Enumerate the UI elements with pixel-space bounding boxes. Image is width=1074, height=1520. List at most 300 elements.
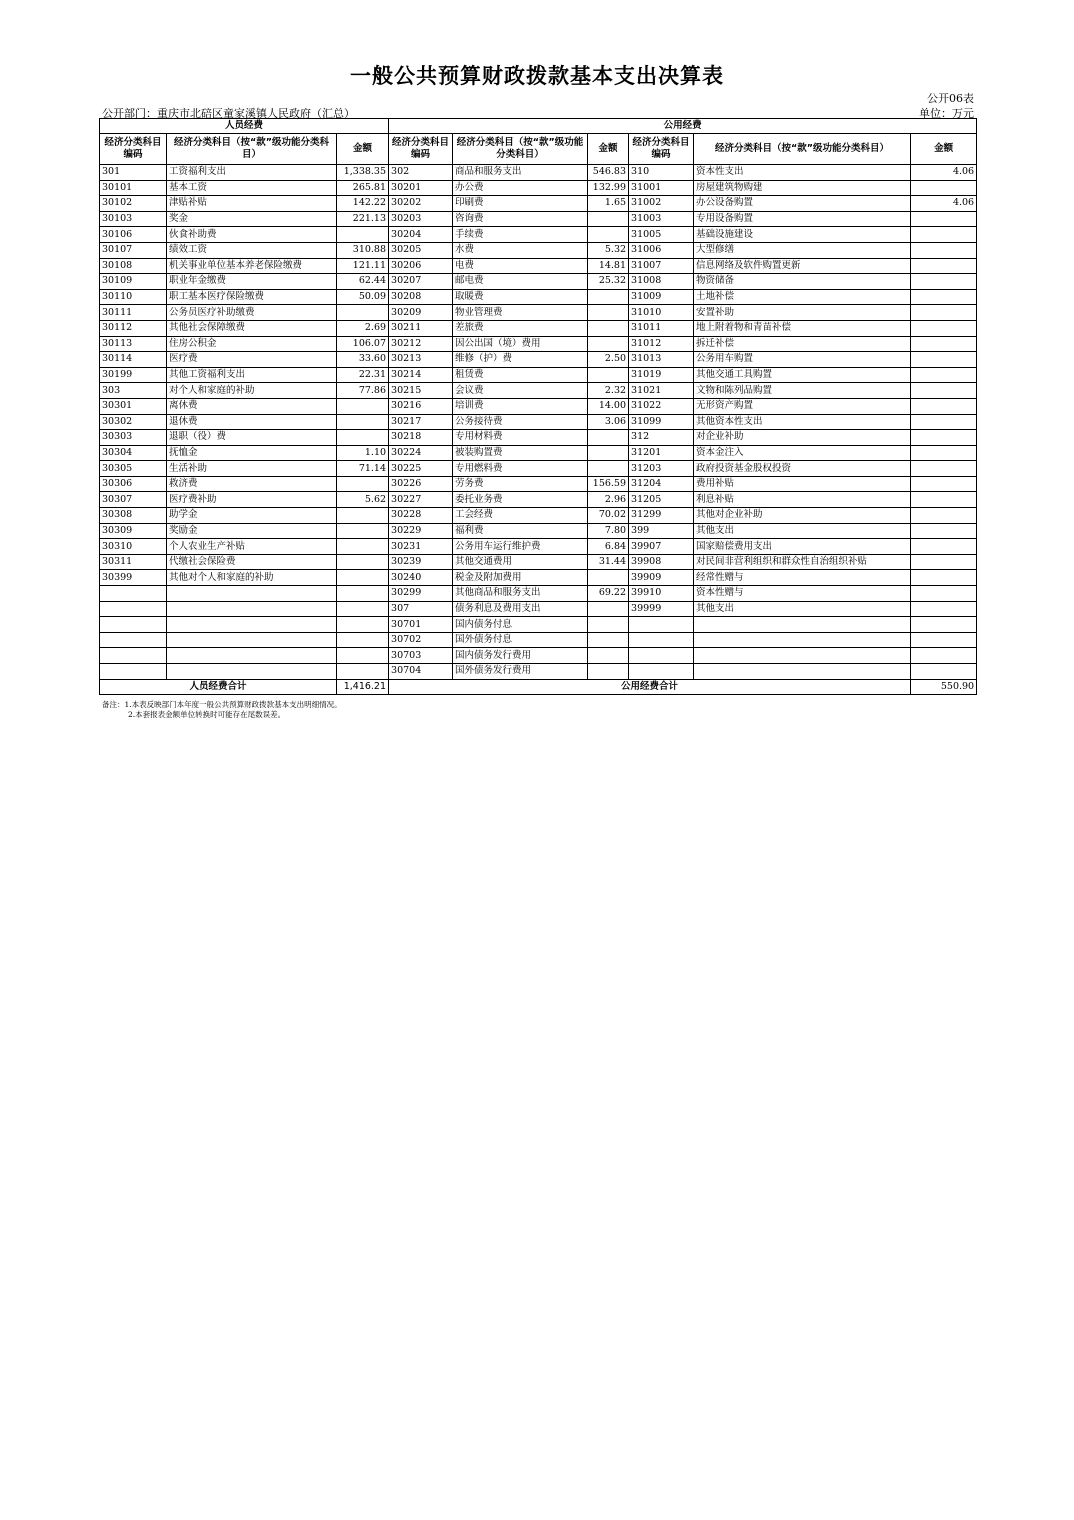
cell-code: 31006 <box>629 242 694 258</box>
table-row <box>100 617 977 633</box>
table-row <box>100 165 977 181</box>
cell-amount: 106.07 <box>337 336 389 352</box>
cell-code: 30309 <box>100 523 167 539</box>
cell-name: 培训费 <box>453 398 588 414</box>
cell-amount: 31.44 <box>588 554 629 570</box>
cell-code: 30229 <box>389 523 453 539</box>
cell-name: 办公设备购置 <box>694 196 911 212</box>
cell-name: 债务利息及费用支出 <box>453 601 588 617</box>
cell-name: 奖金 <box>167 211 337 227</box>
cell-code: 31010 <box>629 305 694 321</box>
column-header-amount: 金额 <box>337 134 389 165</box>
cell-amount <box>588 601 629 617</box>
cell-amount: 14.00 <box>588 398 629 414</box>
personnel-total-label: 人员经费合计 <box>100 679 337 694</box>
cell-name <box>694 664 911 680</box>
cell-code: 30108 <box>100 258 167 274</box>
cell-code: 30311 <box>100 554 167 570</box>
cell-code: 30103 <box>100 211 167 227</box>
cell-code: 31002 <box>629 196 694 212</box>
footnotes <box>102 700 342 720</box>
cell-name: 离休费 <box>167 398 337 414</box>
cell-name: 住房公积金 <box>167 336 337 352</box>
cell-code: 30203 <box>389 211 453 227</box>
cell-amount: 6.84 <box>588 539 629 555</box>
cell-name: 利息补贴 <box>694 492 911 508</box>
table-row <box>100 648 977 664</box>
column-header-amount: 金额 <box>588 134 629 165</box>
cell-name: 代缴社会保险费 <box>167 554 337 570</box>
cell-name: 对企业补助 <box>694 430 911 446</box>
cell-code: 30111 <box>100 305 167 321</box>
cell-amount: 71.14 <box>337 461 389 477</box>
table-row <box>100 554 977 570</box>
table-row <box>100 632 977 648</box>
cell-code: 30110 <box>100 289 167 305</box>
cell-name: 奖励金 <box>167 523 337 539</box>
cell-code: 31019 <box>629 367 694 383</box>
cell-name: 其他商品和服务支出 <box>453 586 588 602</box>
cell-code: 30202 <box>389 196 453 212</box>
column-header-name: 经济分类科目（按“款”级功能分类科目） <box>167 134 337 165</box>
cell-code: 30109 <box>100 274 167 290</box>
cell-code: 30225 <box>389 461 453 477</box>
cell-amount <box>337 648 389 664</box>
cell-code: 30299 <box>389 586 453 602</box>
cell-amount <box>911 336 977 352</box>
cell-amount <box>911 367 977 383</box>
cell-name: 医疗费补助 <box>167 492 337 508</box>
table-row <box>100 305 977 321</box>
cell-amount: 156.59 <box>588 476 629 492</box>
cell-name: 会议费 <box>453 383 588 399</box>
cell-amount <box>588 367 629 383</box>
cell-amount <box>588 617 629 633</box>
cell-name: 被装购置费 <box>453 445 588 461</box>
cell-amount: 1.65 <box>588 196 629 212</box>
cell-name: 物资储备 <box>694 274 911 290</box>
cell-code <box>100 617 167 633</box>
cell-amount: 5.62 <box>337 492 389 508</box>
expenditure-table <box>99 118 977 695</box>
cell-code: 31204 <box>629 476 694 492</box>
page-title: 一般公共预算财政拨款基本支出决算表 <box>350 63 724 88</box>
cell-name: 土地补偿 <box>694 289 911 305</box>
cell-name: 资本性赠与 <box>694 586 911 602</box>
cell-amount: 62.44 <box>337 274 389 290</box>
cell-amount <box>911 227 977 243</box>
cell-amount: 4.06 <box>911 196 977 212</box>
cell-name: 国外债务发行费用 <box>453 664 588 680</box>
cell-code <box>100 601 167 617</box>
cell-amount <box>588 289 629 305</box>
cell-code: 30228 <box>389 508 453 524</box>
cell-code: 30101 <box>100 180 167 196</box>
cell-code: 31013 <box>629 352 694 368</box>
cell-amount: 14.81 <box>588 258 629 274</box>
cell-amount: 69.22 <box>588 586 629 602</box>
table-row <box>100 196 977 212</box>
cell-code: 30305 <box>100 461 167 477</box>
cell-name: 资本性支出 <box>694 165 911 181</box>
cell-amount <box>588 570 629 586</box>
cell-code: 31005 <box>629 227 694 243</box>
cell-amount: 33.60 <box>337 352 389 368</box>
cell-code: 39910 <box>629 586 694 602</box>
cell-amount <box>911 648 977 664</box>
cell-amount <box>911 274 977 290</box>
cell-name: 安置补助 <box>694 305 911 321</box>
cell-name: 国内债务付息 <box>453 617 588 633</box>
cell-amount <box>911 211 977 227</box>
cell-name: 经常性赠与 <box>694 570 911 586</box>
cell-name: 公务用车运行维护费 <box>453 539 588 555</box>
cell-code: 30217 <box>389 414 453 430</box>
cell-amount <box>588 445 629 461</box>
cell-name <box>694 648 911 664</box>
public-section-header: 公用经费 <box>389 119 977 134</box>
column-header-code: 经济分类科目编码 <box>389 134 453 165</box>
cell-code: 310 <box>629 165 694 181</box>
cell-name: 劳务费 <box>453 476 588 492</box>
column-header-code: 经济分类科目编码 <box>100 134 167 165</box>
cell-code <box>629 617 694 633</box>
department-label: 公开部门：重庆市北碚区童家溪镇人民政府（汇总） <box>102 107 355 120</box>
cell-amount <box>911 664 977 680</box>
cell-name: 取暖费 <box>453 289 588 305</box>
cell-code: 30306 <box>100 476 167 492</box>
cell-amount <box>337 539 389 555</box>
cell-amount <box>588 227 629 243</box>
table-row <box>100 430 977 446</box>
form-code: 公开06表 <box>927 92 974 105</box>
cell-name <box>167 601 337 617</box>
cell-amount: 1,338.35 <box>337 165 389 181</box>
cell-name: 因公出国（境）费用 <box>453 336 588 352</box>
table-row <box>100 274 977 290</box>
cell-code <box>629 648 694 664</box>
table-row <box>100 398 977 414</box>
cell-amount <box>911 414 977 430</box>
cell-code: 31022 <box>629 398 694 414</box>
cell-amount <box>911 258 977 274</box>
table-row <box>100 414 977 430</box>
cell-code: 30204 <box>389 227 453 243</box>
cell-code: 302 <box>389 165 453 181</box>
cell-name: 差旅费 <box>453 320 588 336</box>
public-total-amount: 550.90 <box>911 679 977 694</box>
cell-code: 31003 <box>629 211 694 227</box>
cell-amount <box>911 242 977 258</box>
cell-name: 税金及附加费用 <box>453 570 588 586</box>
cell-code: 30213 <box>389 352 453 368</box>
table-row <box>100 383 977 399</box>
table-row <box>100 523 977 539</box>
cell-amount <box>911 476 977 492</box>
table-row <box>100 664 977 680</box>
table-row <box>100 227 977 243</box>
cell-code: 30231 <box>389 539 453 555</box>
cell-amount: 50.09 <box>337 289 389 305</box>
cell-amount <box>911 445 977 461</box>
cell-name: 维修（护）费 <box>453 352 588 368</box>
cell-amount <box>911 461 977 477</box>
cell-amount <box>588 305 629 321</box>
cell-name: 个人农业生产补贴 <box>167 539 337 555</box>
cell-amount <box>911 352 977 368</box>
cell-amount <box>337 476 389 492</box>
cell-name <box>167 617 337 633</box>
cell-amount <box>588 632 629 648</box>
cell-amount <box>588 461 629 477</box>
cell-code: 30302 <box>100 414 167 430</box>
cell-code <box>100 664 167 680</box>
cell-name: 费用补贴 <box>694 476 911 492</box>
cell-name: 职业年金缴费 <box>167 274 337 290</box>
cell-name: 邮电费 <box>453 274 588 290</box>
cell-amount <box>588 648 629 664</box>
cell-code: 30201 <box>389 180 453 196</box>
cell-code: 30240 <box>389 570 453 586</box>
column-header-row <box>100 134 977 165</box>
totals-row <box>100 679 977 694</box>
cell-name: 职工基本医疗保险缴费 <box>167 289 337 305</box>
cell-amount <box>337 227 389 243</box>
cell-code: 31008 <box>629 274 694 290</box>
cell-name: 公务接待费 <box>453 414 588 430</box>
cell-name: 其他工资福利支出 <box>167 367 337 383</box>
cell-name: 国家赔偿费用支出 <box>694 539 911 555</box>
cell-amount <box>337 617 389 633</box>
table-row <box>100 352 977 368</box>
cell-amount <box>337 586 389 602</box>
cell-name <box>167 648 337 664</box>
cell-amount: 5.32 <box>588 242 629 258</box>
cell-code: 30211 <box>389 320 453 336</box>
cell-amount: 25.32 <box>588 274 629 290</box>
cell-code: 30106 <box>100 227 167 243</box>
cell-code: 30701 <box>389 617 453 633</box>
cell-code: 30308 <box>100 508 167 524</box>
cell-amount <box>337 430 389 446</box>
table-row <box>100 586 977 602</box>
cell-amount <box>337 508 389 524</box>
cell-name: 其他交通费用 <box>453 554 588 570</box>
cell-code: 301 <box>100 165 167 181</box>
cell-code: 312 <box>629 430 694 446</box>
table-row <box>100 289 977 305</box>
cell-name: 商品和服务支出 <box>453 165 588 181</box>
cell-code: 39908 <box>629 554 694 570</box>
cell-amount <box>337 398 389 414</box>
table-row <box>100 180 977 196</box>
cell-name: 物业管理费 <box>453 305 588 321</box>
cell-code: 30227 <box>389 492 453 508</box>
cell-code: 30310 <box>100 539 167 555</box>
cell-code: 30304 <box>100 445 167 461</box>
cell-amount <box>337 601 389 617</box>
cell-name: 资本金注入 <box>694 445 911 461</box>
cell-amount: 70.02 <box>588 508 629 524</box>
unit-label: 单位：万元 <box>919 107 974 120</box>
cell-code: 31203 <box>629 461 694 477</box>
cell-amount <box>337 414 389 430</box>
cell-name: 租赁费 <box>453 367 588 383</box>
cell-amount <box>911 508 977 524</box>
cell-name: 公务用车购置 <box>694 352 911 368</box>
cell-name <box>167 632 337 648</box>
column-header-name: 经济分类科目（按“款”级功能分类科目） <box>694 134 911 165</box>
cell-amount <box>911 570 977 586</box>
cell-code: 39909 <box>629 570 694 586</box>
cell-amount: 121.11 <box>337 258 389 274</box>
table-row <box>100 445 977 461</box>
table-row <box>100 570 977 586</box>
cell-code: 30303 <box>100 430 167 446</box>
cell-code: 31007 <box>629 258 694 274</box>
table-row <box>100 336 977 352</box>
cell-name: 公务员医疗补助缴费 <box>167 305 337 321</box>
cell-code: 30112 <box>100 320 167 336</box>
table-row <box>100 242 977 258</box>
cell-code: 30114 <box>100 352 167 368</box>
cell-code: 31021 <box>629 383 694 399</box>
cell-amount <box>911 383 977 399</box>
cell-name: 文物和陈列品购置 <box>694 383 911 399</box>
cell-name: 水费 <box>453 242 588 258</box>
cell-code: 30212 <box>389 336 453 352</box>
cell-amount <box>911 398 977 414</box>
cell-code: 30399 <box>100 570 167 586</box>
cell-code: 30199 <box>100 367 167 383</box>
cell-name: 国外债务付息 <box>453 632 588 648</box>
cell-name: 咨询费 <box>453 211 588 227</box>
cell-code: 31011 <box>629 320 694 336</box>
cell-amount: 2.32 <box>588 383 629 399</box>
cell-code: 30704 <box>389 664 453 680</box>
table-row <box>100 539 977 555</box>
cell-amount <box>911 523 977 539</box>
cell-name: 专用设备购置 <box>694 211 911 227</box>
cell-name <box>167 664 337 680</box>
cell-name: 基本工资 <box>167 180 337 196</box>
cell-name <box>694 617 911 633</box>
cell-code: 30209 <box>389 305 453 321</box>
cell-code: 30102 <box>100 196 167 212</box>
cell-amount <box>588 336 629 352</box>
cell-code: 31012 <box>629 336 694 352</box>
cell-code: 30226 <box>389 476 453 492</box>
cell-name: 拆迁补偿 <box>694 336 911 352</box>
cell-code: 30214 <box>389 367 453 383</box>
cell-code: 31299 <box>629 508 694 524</box>
column-header-name: 经济分类科目（按“款”级功能分类科目） <box>453 134 588 165</box>
cell-name: 国内债务发行费用 <box>453 648 588 664</box>
cell-amount <box>911 539 977 555</box>
cell-code <box>629 632 694 648</box>
cell-amount <box>911 601 977 617</box>
cell-name: 其他交通工具购置 <box>694 367 911 383</box>
personnel-total-amount: 1,416.21 <box>337 679 389 694</box>
table-row <box>100 461 977 477</box>
cell-code: 31205 <box>629 492 694 508</box>
cell-amount: 310.88 <box>337 242 389 258</box>
cell-code: 30239 <box>389 554 453 570</box>
table-row <box>100 320 977 336</box>
cell-amount <box>337 570 389 586</box>
cell-code: 31099 <box>629 414 694 430</box>
cell-amount <box>911 305 977 321</box>
cell-amount <box>911 586 977 602</box>
section-header-row <box>100 119 977 134</box>
cell-amount <box>588 430 629 446</box>
cell-name: 其他支出 <box>694 601 911 617</box>
table-row <box>100 601 977 617</box>
cell-name <box>694 632 911 648</box>
cell-code: 30205 <box>389 242 453 258</box>
cell-code <box>100 648 167 664</box>
cell-name: 工会经费 <box>453 508 588 524</box>
cell-name: 信息网络及软件购置更新 <box>694 258 911 274</box>
cell-amount: 3.06 <box>588 414 629 430</box>
cell-amount <box>911 632 977 648</box>
cell-amount: 132.99 <box>588 180 629 196</box>
cell-code: 30702 <box>389 632 453 648</box>
cell-code: 39999 <box>629 601 694 617</box>
cell-amount: 546.83 <box>588 165 629 181</box>
cell-code: 30107 <box>100 242 167 258</box>
cell-amount <box>337 554 389 570</box>
cell-name: 地上附着物和青苗补偿 <box>694 320 911 336</box>
cell-name: 退休费 <box>167 414 337 430</box>
cell-name: 其他支出 <box>694 523 911 539</box>
cell-name: 助学金 <box>167 508 337 524</box>
cell-code: 30206 <box>389 258 453 274</box>
cell-name: 大型修缮 <box>694 242 911 258</box>
cell-code: 30207 <box>389 274 453 290</box>
cell-amount <box>337 664 389 680</box>
cell-name: 手续费 <box>453 227 588 243</box>
footnote-2: 2.本套报表金额单位转换时可能存在尾数误差。 <box>128 710 286 719</box>
cell-name: 机关事业单位基本养老保险缴费 <box>167 258 337 274</box>
cell-name: 无形资产购置 <box>694 398 911 414</box>
cell-amount <box>337 305 389 321</box>
cell-amount: 22.31 <box>337 367 389 383</box>
table-row <box>100 492 977 508</box>
cell-code: 30218 <box>389 430 453 446</box>
cell-name: 绩效工资 <box>167 242 337 258</box>
cell-name: 工资福利支出 <box>167 165 337 181</box>
cell-code: 30215 <box>389 383 453 399</box>
cell-amount: 4.06 <box>911 165 977 181</box>
table-row <box>100 367 977 383</box>
cell-amount <box>911 289 977 305</box>
table-row <box>100 508 977 524</box>
cell-amount <box>911 180 977 196</box>
cell-name: 救济费 <box>167 476 337 492</box>
cell-amount <box>911 430 977 446</box>
cell-amount <box>588 211 629 227</box>
cell-amount: 221.13 <box>337 211 389 227</box>
cell-amount <box>337 523 389 539</box>
cell-name: 专用材料费 <box>453 430 588 446</box>
cell-amount: 1.10 <box>337 445 389 461</box>
table-row <box>100 258 977 274</box>
cell-name: 政府投资基金股权投资 <box>694 461 911 477</box>
cell-amount <box>911 320 977 336</box>
cell-name: 房屋建筑物购建 <box>694 180 911 196</box>
cell-name: 专用燃料费 <box>453 461 588 477</box>
